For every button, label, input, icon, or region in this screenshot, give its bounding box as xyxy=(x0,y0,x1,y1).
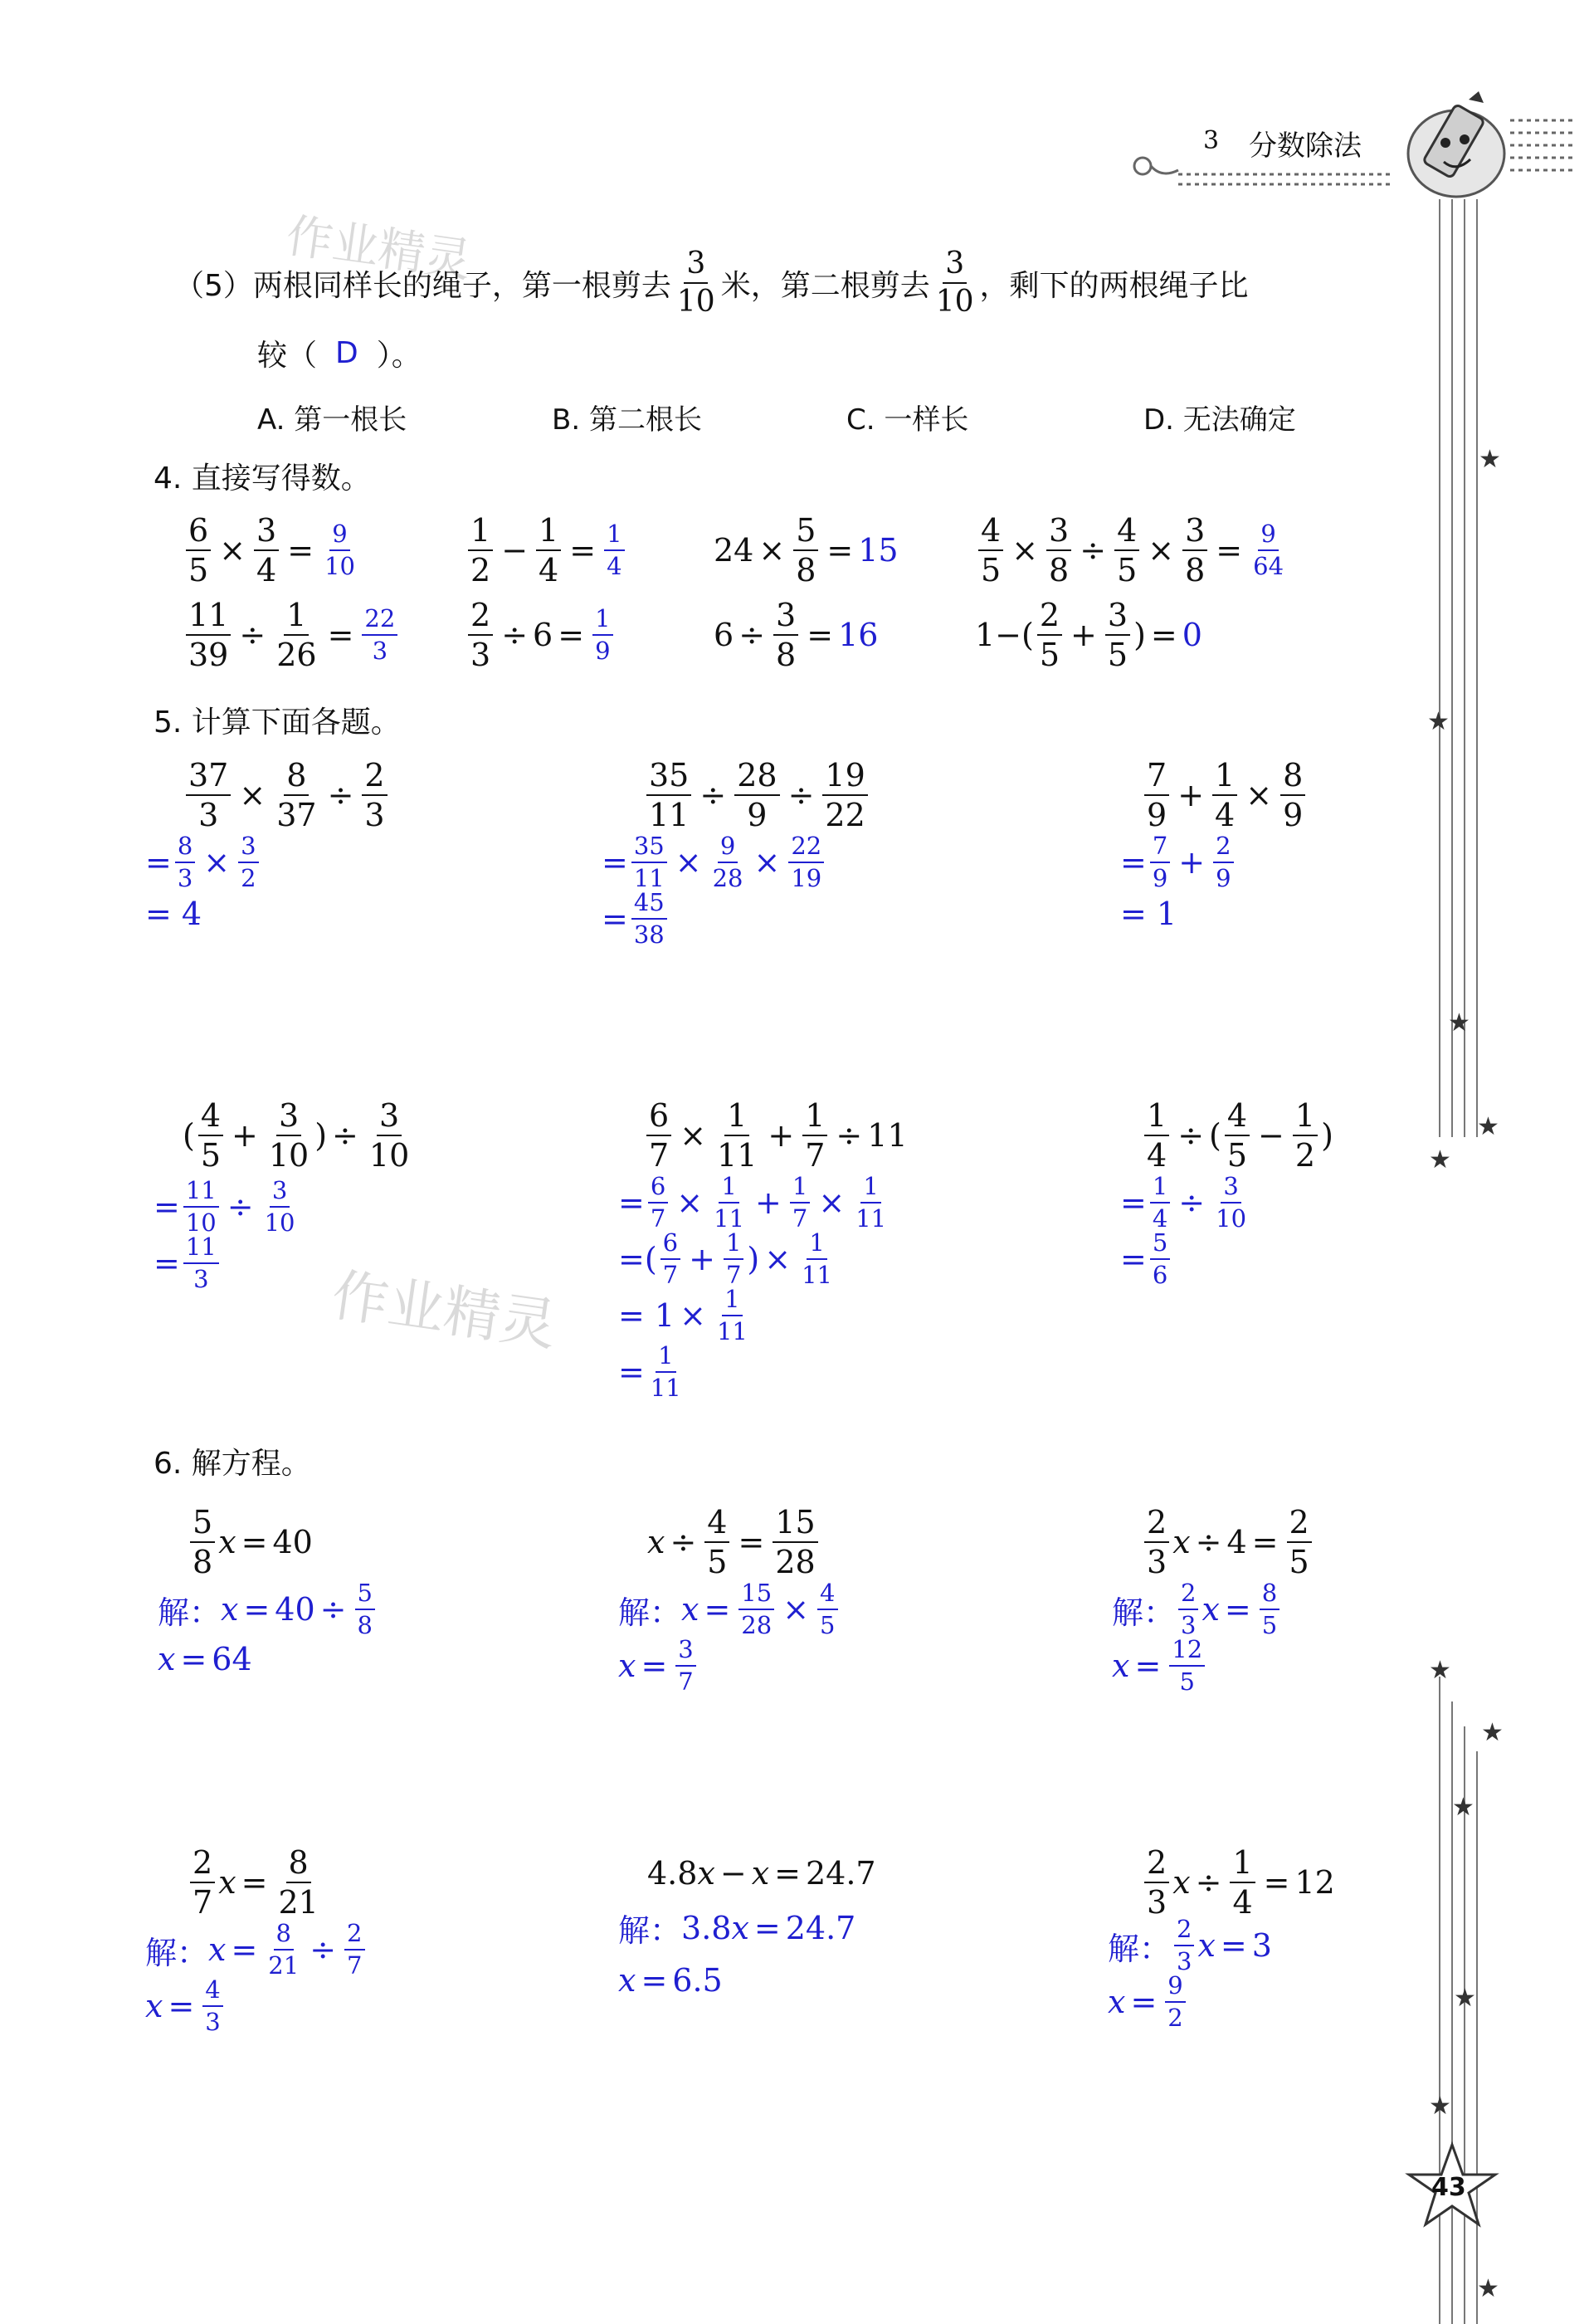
q5-solution-2: = $\frac{35}{11}$ × $\frac{9}{28}$ × $\frac{22}{19}$ = 45 38 xyxy=(602,834,827,947)
option-c: C. 一样长 xyxy=(846,403,969,437)
q5-solution-3: = 7 9 + $\frac{2}{9}$ = 1 xyxy=(1120,834,1237,932)
q6-equation-1: 5 8 x = 40 xyxy=(187,1506,313,1578)
q4-item-4: $\frac{4}{5}$ × $\frac{3}{8}$ ÷ $\frac{4}{5}$ × $\frac{3}{8}$ = $\frac{9}{64}$ xyxy=(975,515,1289,586)
q6-equation-6: 2 3 x ÷ $\frac{1}{4}$ = 12 xyxy=(1141,1847,1335,1918)
q6-solution-1: 解： x = 40 ÷ $\frac{5}{8}$ x = 64 xyxy=(158,1581,378,1677)
page-number: 43 xyxy=(1431,2173,1466,2202)
watermark: 作业精灵 xyxy=(327,1262,561,1360)
option-a: A. 第一根长 xyxy=(257,403,407,437)
q3-5-answer-line: 较（ D ）。 xyxy=(257,336,422,373)
star-icon: ★ xyxy=(1429,1145,1451,1174)
q5-problem-4: ( 4 5 + $\frac{3}{10}$ ) ÷ $\frac{3}{10}$ xyxy=(183,1097,410,1174)
star-icon: ★ xyxy=(1477,1112,1499,1141)
star-icon: ★ xyxy=(1454,1984,1476,2013)
star-icon: ★ xyxy=(1427,707,1450,736)
star-icon: ★ xyxy=(1448,1008,1470,1038)
q5-problem-6: $\frac{1}{4}$ ÷ ( 4 5 − $\frac{1}{2}$ ) xyxy=(1141,1100,1333,1171)
q6-solution-3: 解： 2 3 x = $\frac{8}{5}$ x = $\frac{12}{5}$ xyxy=(1112,1581,1283,1694)
q6-equation-4: 2 7 x = $\frac{8}{21}$ xyxy=(187,1847,324,1918)
star-icon: ★ xyxy=(1452,1793,1474,1822)
q5-solution-6: = $\frac{1}{4}$ ÷ $\frac{3}{10}$ = 5 6 xyxy=(1120,1172,1247,1289)
star-icon: ★ xyxy=(1481,1718,1504,1747)
side-decoration xyxy=(1427,199,1527,2324)
option-d: D. 无法确定 xyxy=(1143,403,1296,437)
star-icon: ★ xyxy=(1429,1656,1451,1685)
q5-solution-4: = $\frac{11}{10}$ ÷ $\frac{3}{10}$ = 11 3 xyxy=(154,1176,295,1293)
q5-title: 5. 计算下面各题。 xyxy=(154,706,401,740)
q4-item-7: 6 ÷ $\frac{3}{8}$ = 16 xyxy=(714,597,879,673)
q5-problem-3: 7 9 + $\frac{1}{4}$ × $\frac{8}{9}$ xyxy=(1141,759,1309,831)
option-b: B. 第二根长 xyxy=(552,403,702,437)
q5-solution-1: = $\frac{8}{3}$ × $\frac{3}{2}$ = 4 xyxy=(145,834,262,932)
q5-problem-2: $\frac{35}{11}$ ÷ $\frac{28}{9}$ ÷ $\frac{19}{22}$ xyxy=(643,759,871,831)
q5-problem-5: $\frac{6}{7}$ × $\frac{1}{11}$ + $\frac{1}{7}$ ÷ 11 xyxy=(643,1100,908,1171)
q4-item-3: 24 × $\frac{5}{8}$ = 15 xyxy=(714,512,899,588)
q5-solution-5: = $\frac{6}{7}$ × $\frac{1}{11}$ + $\frac{1}{7}$ × $\frac{1}{11}$ =( 6 7 + $\frac{1}{7}$ ) × $\frac{1}{11}$ = 1 × $\frac{1}{11}$ = 1 11 xyxy=(618,1172,887,1402)
watermark: 作业精灵 xyxy=(282,208,475,289)
q4-item-5: $\frac{11}{39}$ ÷ $\frac{1}{26}$ = $\frac{22}{3}$ xyxy=(183,599,401,671)
q6-equation-3: 2 3 x ÷ 4 = $\frac{2}{5}$ xyxy=(1141,1506,1315,1578)
star-icon: ★ xyxy=(1477,2274,1499,2303)
q5-problem-1: $\frac{37}{3}$ × $\frac{8}{37}$ ÷ $\frac{2}{3}$ xyxy=(183,759,391,831)
q4-item-2: 1 2 − $\frac{1}{4}$ = $\frac{1}{4}$ xyxy=(465,515,628,586)
answer: D xyxy=(335,336,358,370)
q4-item-6: $\frac{2}{3}$ ÷ 6 = $\frac{1}{9}$ xyxy=(465,599,617,671)
q6-equation-2: x ÷ $\frac{4}{5}$ = $\frac{15}{28}$ xyxy=(647,1506,821,1578)
q6-solution-6: 解： 2 3 x = 3 x = $\frac{9}{2}$ xyxy=(1108,1915,1272,2032)
q4-item-8: 1−( 2 5 + $\frac{3}{5}$ ) = 0 xyxy=(975,597,1202,673)
q6-solution-5: 解： 3.8 x = 24.7 x = 6.5 xyxy=(618,1909,856,1999)
q4-item-1: $\frac{6}{5}$ × $\frac{3}{4}$ = $\frac{9}{10}$ xyxy=(183,515,361,586)
q6-title: 6. 解方程。 xyxy=(154,1447,311,1481)
q6-solution-2: 解： x = $\frac{15}{28}$ × $\frac{4}{5}$ x = $\frac{3}{7}$ xyxy=(618,1581,841,1694)
q3-5-stem: （5）两根同样长的绳子，第一根剪去 3 10 米，第二根剪去 3 10 ，剩下的两根绳子比 xyxy=(174,247,1249,319)
chapter-title: 分数除法 xyxy=(1249,129,1362,163)
chapter-number: 3 xyxy=(1203,126,1220,155)
star-icon: ★ xyxy=(1429,2092,1451,2121)
q6-equation-5: 4.8 x − x = 24.7 xyxy=(647,1855,876,1892)
q6-solution-4: 解： x = $\frac{8}{21}$ ÷ $\frac{2}{7}$ x = $\frac{4}{3}$ xyxy=(145,1921,368,2034)
star-icon: ★ xyxy=(1479,445,1501,474)
pencil-mascot-icon xyxy=(1394,83,1518,208)
q4-title: 4. 直接写得数。 xyxy=(154,461,371,496)
